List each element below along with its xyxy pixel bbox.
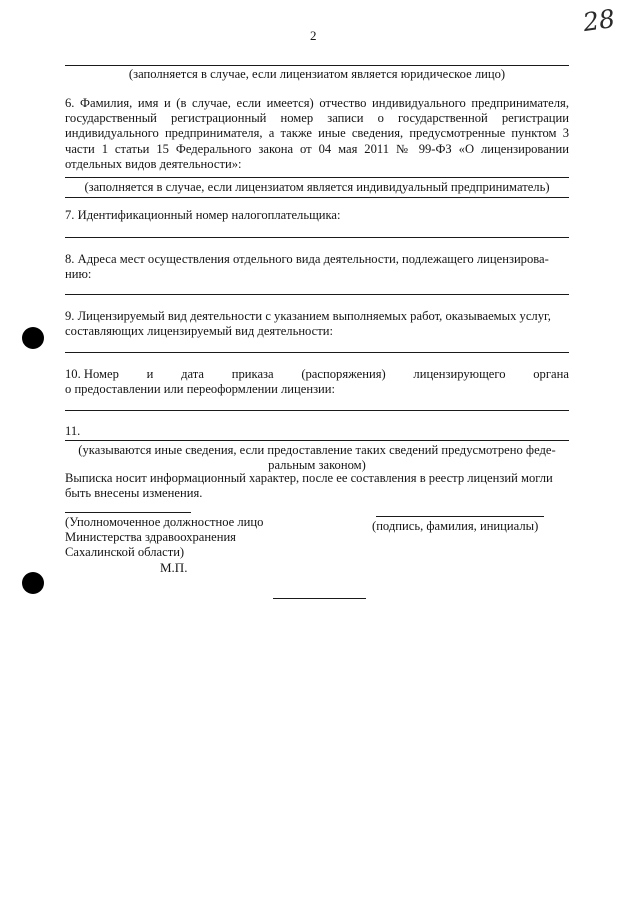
item-6-text: 6. Фамилия, имя и (в случае, если имеется) отчество индивидуального предпринимателя, государственный регистрационный номер записи о государственной регистрации индивидуального предпринимателя, а также иные сведения, предусмотренные пунктом 3 части 1 статьи 15 Федерального закона от 04 мая 2011 № 99-ФЗ «О лицензировании отдельных видов деятельности»: (65, 96, 569, 171)
item-10-word: и (146, 367, 154, 381)
closing-line (273, 598, 366, 599)
item-6-line (65, 177, 569, 178)
item-9-line1: 9. Лицензируемый вид деятельности с указанием выполняемых работ, оказываемых услуг, (65, 309, 551, 323)
punch-hole-top (22, 327, 44, 349)
official-caption-line1: (Уполномоченное должностное лицо (65, 515, 264, 529)
signature-line (376, 516, 544, 517)
official-signature-line (65, 512, 191, 513)
legal-entity-note: (заполняется в случае, если лицензиатом является юридическое лицо) (128, 67, 506, 81)
item-9-line2: составляющих лицензируемый вид деятельности: (65, 324, 333, 338)
item-10-word: дата (181, 367, 205, 381)
legal-entity-line (65, 65, 569, 66)
signature-caption: (подпись, фамилия, инициалы) (372, 519, 539, 533)
item-7-text: 7. Идентификационный номер налогоплательщика: (65, 208, 341, 222)
item-10-word: приказа (231, 367, 274, 381)
item-10-word: (распоряжения) (301, 367, 386, 381)
item-10-line1 (65, 367, 569, 382)
item-8-line1: 8. Адреса мест осуществления отдельного вида деятельности, подлежащего лицензирова- (65, 252, 549, 266)
disclaimer-line1: Выписка носит информационный характер, после ее составления в реестр лицензий могли (65, 471, 553, 485)
item-6-note-rule (65, 197, 569, 198)
official-caption-line2: Министерства здравоохранения (65, 530, 236, 544)
handwritten-sheet-number: 28 (581, 3, 617, 38)
item-11-label: 11. (65, 424, 81, 438)
page-number: 2 (310, 28, 317, 43)
item-6-note: (заполняется в случае, если лицензиатом является индивидуальный предприниматель) (84, 180, 550, 194)
item-10-word: органа (533, 367, 569, 381)
item-10-line2: о предоставлении или переоформлении лицензии: (65, 382, 336, 396)
item-8-line (65, 294, 569, 295)
disclaimer-line2: быть внесены изменения. (65, 486, 203, 500)
official-caption-line3: Сахалинской области) (65, 545, 185, 559)
item-10-word: лицензирующего (413, 367, 506, 381)
item-10-line (65, 410, 569, 411)
seal-place: М.П. (160, 560, 188, 575)
item-10-word: 10. Номер (65, 367, 119, 381)
item-11-line (65, 440, 569, 441)
punch-hole-bottom (22, 572, 44, 594)
item-8-line2: нию: (65, 267, 92, 281)
item-7-line (65, 237, 569, 238)
item-11-note-line1: (указываются иные сведения, если предоставление таких сведений предусмотрено феде- (78, 443, 556, 457)
item-9-line (65, 352, 569, 353)
item-11-note-line2: ральным законом) (268, 458, 366, 472)
